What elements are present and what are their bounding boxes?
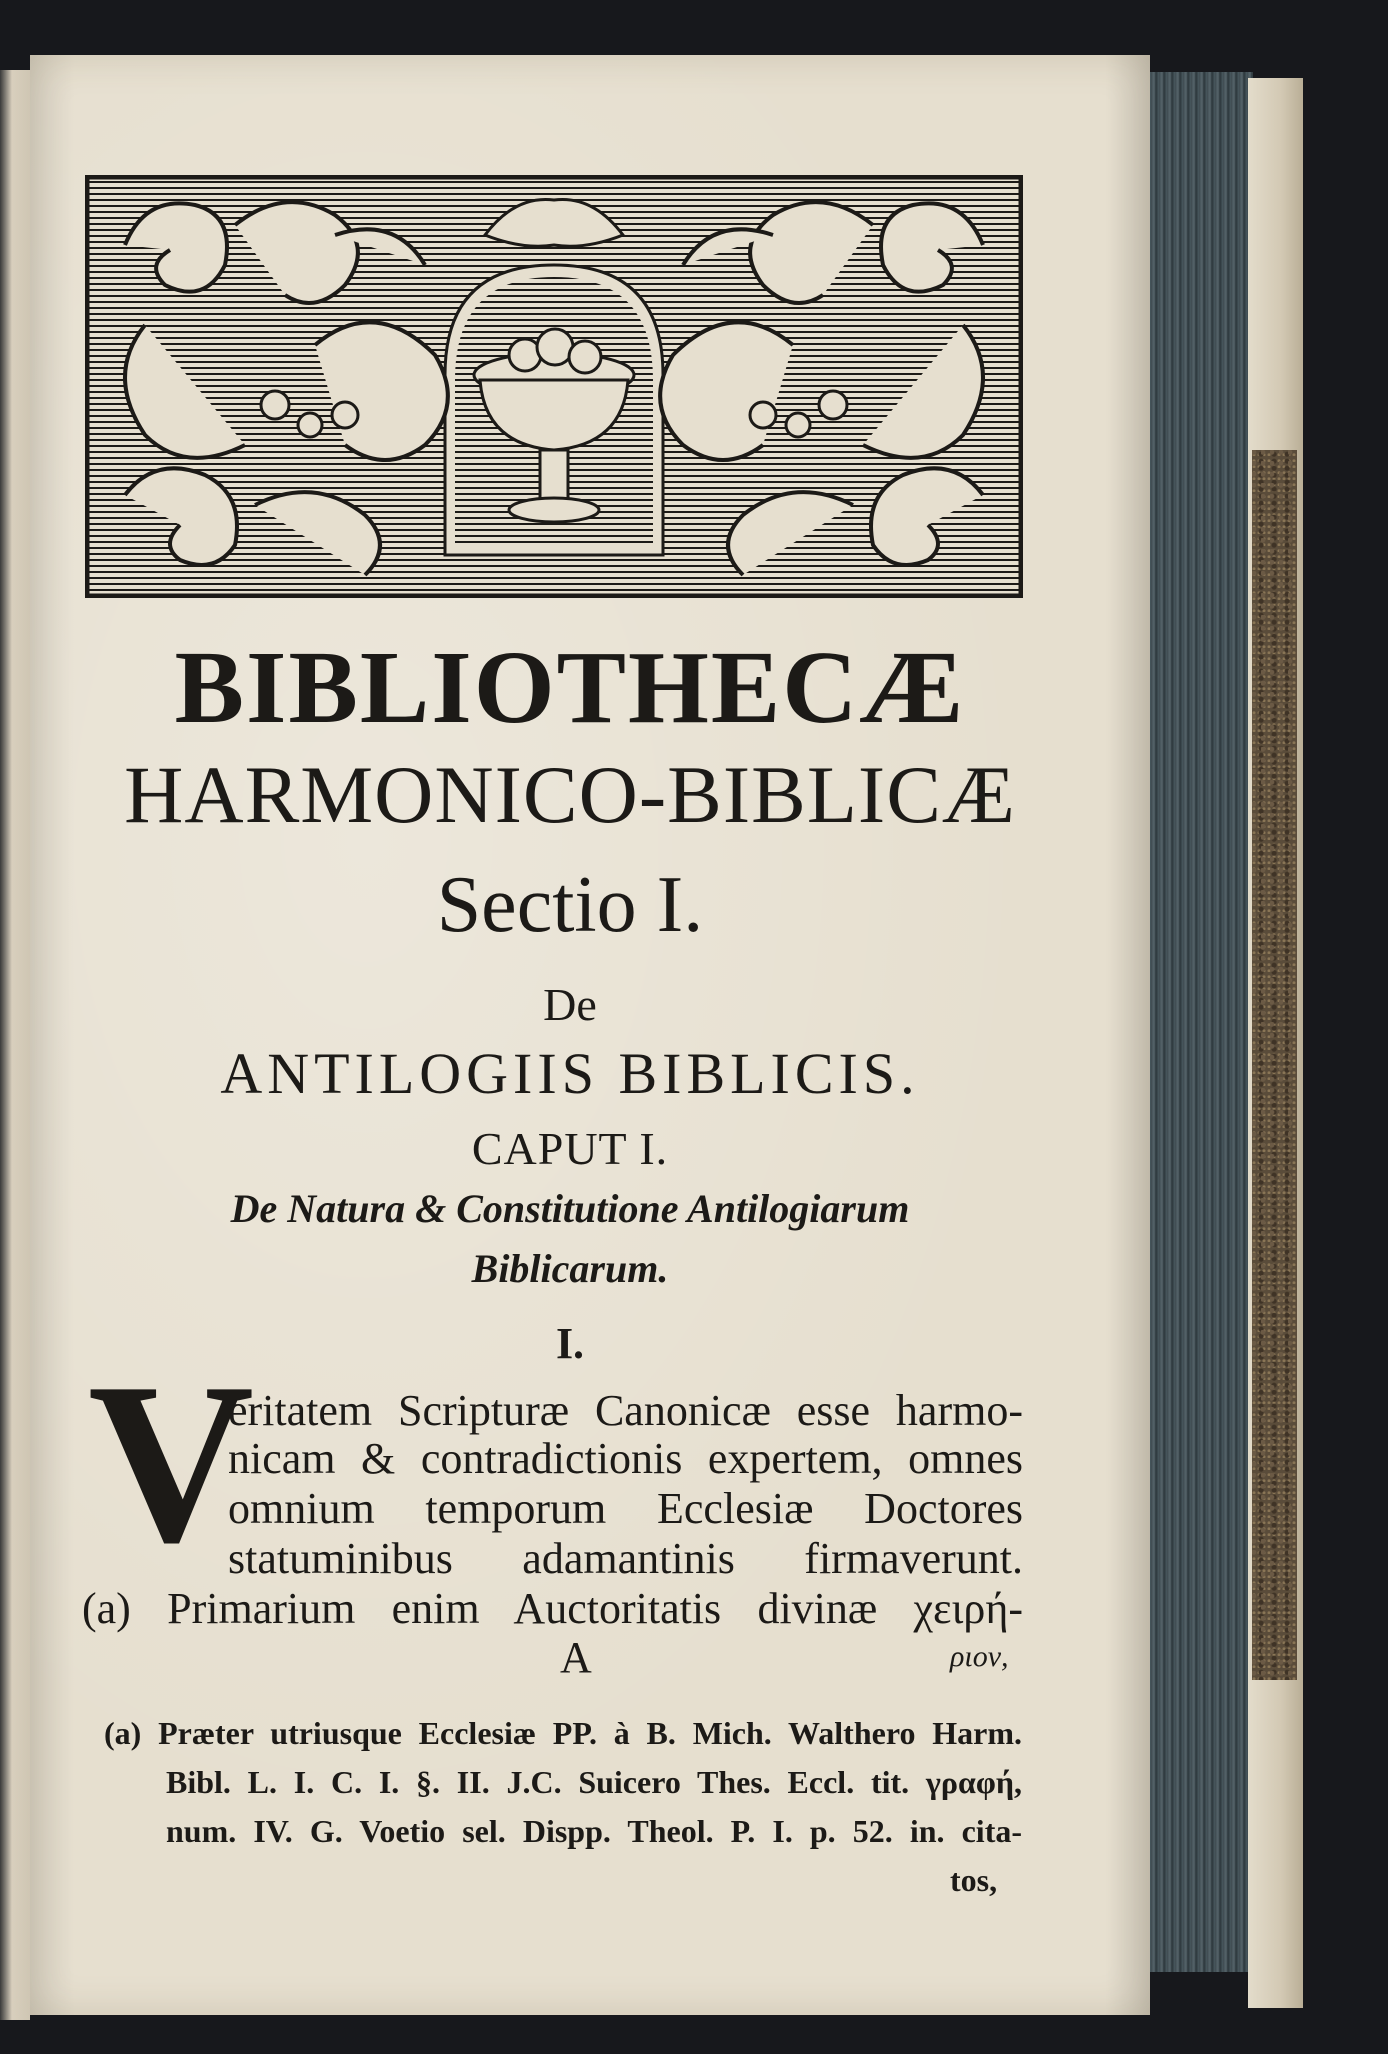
book-fore-edge (1140, 72, 1253, 1972)
woodcut-headpiece (85, 175, 1023, 598)
footnote-line-1: (a) Præter utriusque Ecclesiæ PP. à B. Mich. Walthero Harm. (104, 1715, 1022, 1751)
body-line-2: nicam & contradictionis expertem, omnes (228, 1434, 1023, 1483)
body-line-3: omnium temporum Ecclesiæ Doctores (228, 1484, 1023, 1533)
catchword: ριον, (950, 1640, 1009, 1673)
de-heading: De (543, 979, 597, 1030)
footnote-line-4: tos, (950, 1862, 998, 1898)
footnote-line-2: Bibl. L. I. C. I. §. II. J.C. Suicero Thes. Eccl. tit. γραφή, (166, 1764, 1022, 1800)
signature-mark: A (560, 1633, 592, 1682)
subject-heading: ANTILOGIIS BIBLICIS. (220, 1041, 920, 1106)
body-line-4: statuminibus adamantinis firmaverunt. (228, 1534, 1023, 1583)
title-line-1: BIBLIOTHECÆ (174, 630, 966, 745)
chapter-heading: CAPUT I. (471, 1123, 669, 1174)
chapter-subtitle-line-1: De Natura & Constitutione Antilogiarum (230, 1186, 910, 1231)
section-heading: Sectio I. (436, 861, 704, 949)
title-line-2: HARMONICO-BIBLICÆ (124, 749, 1016, 840)
marbled-paper (1252, 450, 1297, 1680)
body-line-5: (a) Primarium enim Auctoritatis divinæ χειρή- (82, 1584, 1023, 1633)
body-line-1: eritatem Scripturæ Canonicæ esse harmo- (228, 1386, 1023, 1435)
footnote-line-3: num. IV. G. Voetio sel. Dispp. Theol. P. I. p. 52. in. cita- (166, 1813, 1022, 1849)
chapter-subtitle-line-2: Biblicarum. (471, 1246, 669, 1291)
paragraph-number: I. (555, 1319, 585, 1368)
drop-cap: V (88, 1335, 255, 1590)
